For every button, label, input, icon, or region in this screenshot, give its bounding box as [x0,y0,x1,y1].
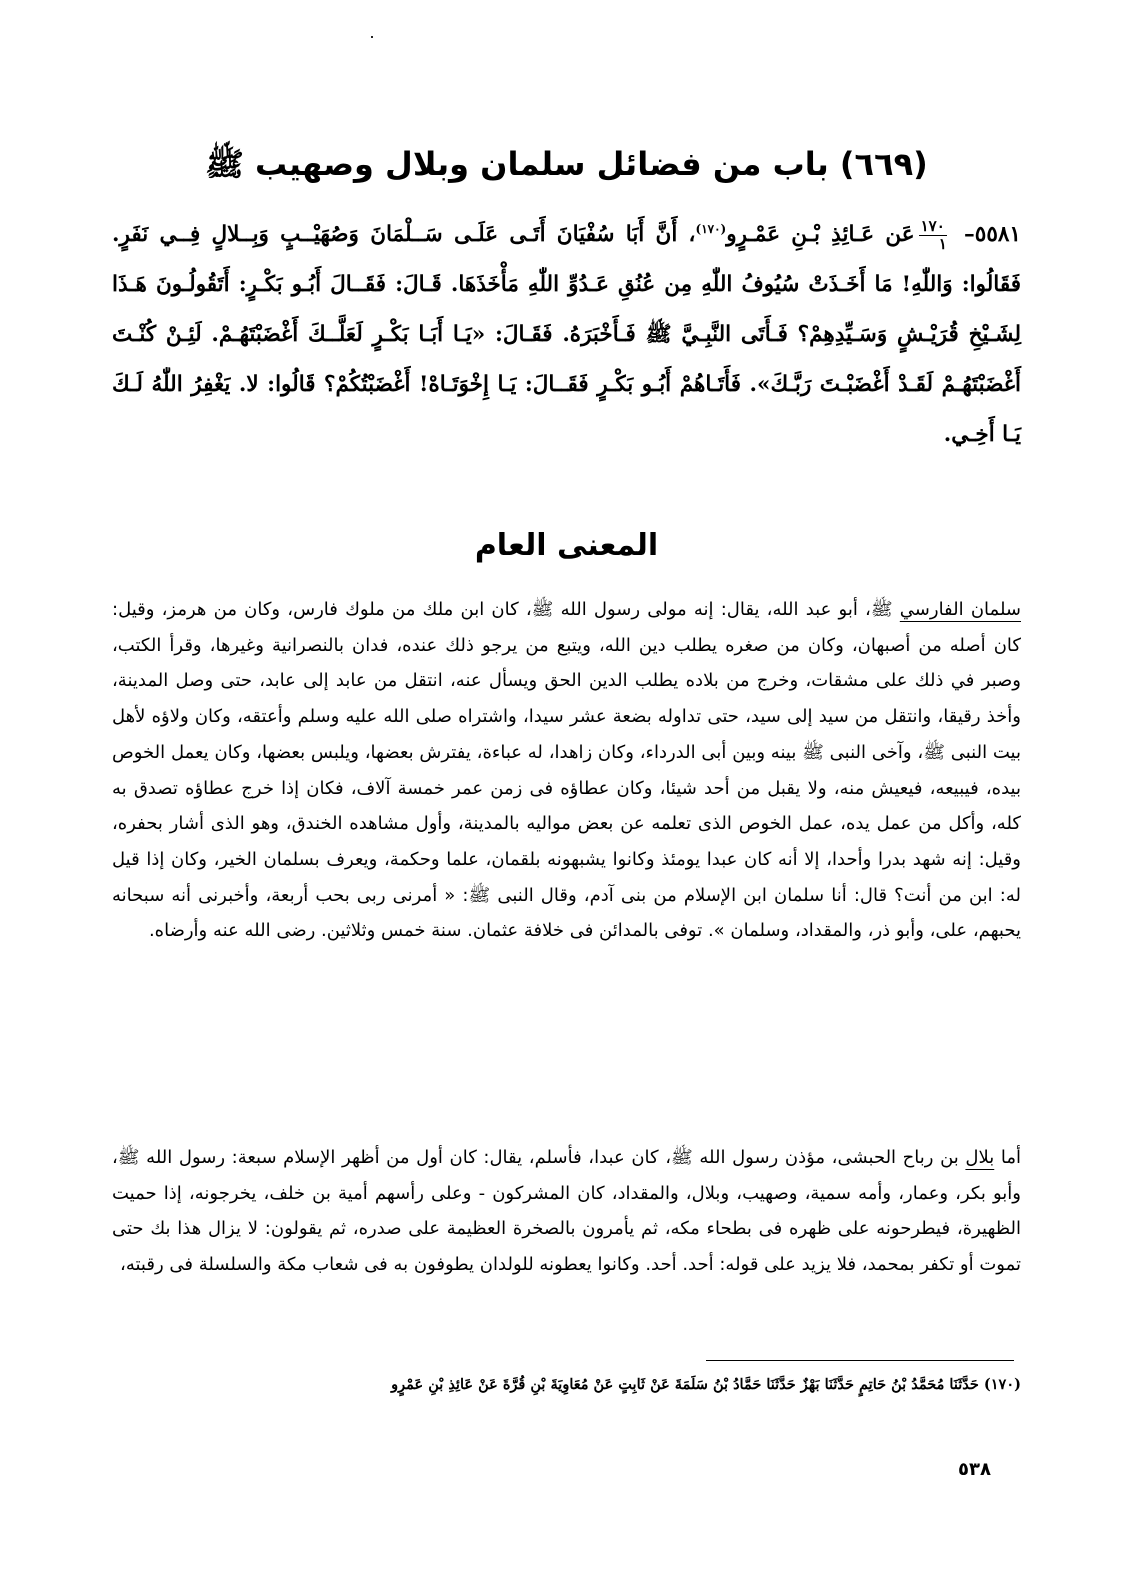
paragraph-bilal-prefix: أما [994,1147,1021,1168]
hadith-text-body: ، أَنَّ أَبَا سُفْيَانَ أَتَـى عَلَـى سَــلْمَانَ وَصُهَيْــبٍ وَبِــلالٍ فِــي نَفَرٍ. فَقَالُوا: وَاللّٰهِ! مَا أَخَـذَتْ سُيُوفُ اللّٰهِ مِن عُنُقِ عَـدُوِّ اللّٰهِ مَأْخَذَهَا. قَـالَ: فَقَــالَ أَبُـو بَكْـرٍ: أَتَقُولُـونَ هَـذَا لِشَـيْخِ قُرَيْـشٍ وَسَـيِّدِهِمْ؟ فَـأَتَى النَّبِـيَّ ﷺ فَـأَخْبَرَهُ. فَقَـالَ: «يَـا أَبَـا بَكْـرٍ لَعَلَّــكَ أَغْضَبْتَهُـمْ. لَئِـنْ كُنْـتَ أَغْضَبْتَهُـمْ لَقَـدْ أَغْضَبْـتَ رَبَّـكَ». فَأَتَـاهُمْ أَبُـو بَكْـرٍ فَقَــالَ: يَـا إِخْوَتَـاهْ! أَغْضَبْتُكُمْ؟ قَالُوا: لا. يَغْفِرُ اللّٰهُ لَـكَ يَـا أَخِـي. [112,222,1021,447]
paragraph-salman [112,592,1021,949]
footnote-divider [706,1360,1014,1361]
hadith-text-start: عَن عَـائِذِ بْـنِ عَمْـرٍو [726,222,915,247]
paragraph-bilal-text: بن رباح الحبشى، مؤذن رسول الله ﷺ، كان عبدا، فأسلم، يقال: كان أول من أظهر الإسلام سبعة: رسول الله ﷺ، وأبو بكر، وعمار، وأمه سمية، وصهيب، وبلال، والمقداد، كان المشركون - وعلى رأسهم أمية بن خلف، يخرجونه، إذا حميت الظهيرة، فيطرحونه على ظهره فى بطحاء مكه، ثم يأمرون بالصخرة العظيمة على صدره، ثم يقولون: لا يزال هذا بك حتى تموت أو تكفر بمحمد، فلا يزيد على قوله: أحد. أحد. وكانوا يعطونه للولدان يطوفون به فى شعاب مكة والسلسلة فى رقبته، [112,1147,1021,1276]
section-title: المعنى العام [474,527,659,563]
hadith-cross-reference [919,218,947,253]
footnote-marker[interactable]: (١٧٠) [695,221,727,236]
paragraph-salman-text: ﷺ، أبو عبد الله، يقال: إنه مولى رسول الله ﷺ، كان ابن ملك من ملوك فارس، وكان من هرمز، وقيل: كان أصله من أصبهان، وكان من صغره يطلب دين الله، ويتبع من يرجو ذلك عنده، فدان بالنصرانية وغيرها، وقرأ الكتب، وصبر في ذلك على مشقات، وخرج من بلاده يطلب الدين الحق ويسأل عنه، انتقل من عابد إلى عابد، حتى وصل المدينة، وأخذ رقيقا، وانتقل من سيد إلى سيد، حتى تداوله بضعة عشر سيدا، واشتراه صلى الله عليه وسلم وأعتقه، وكان ولاؤه لأهل بيت النبى ﷺ، وآخى النبى ﷺ بينه وبين أبى الدرداء، وكان زاهدا، له عباءة، يفترش بعضها، ويلبس بعضها، وكان يعمل الخوص بيده، فيبيعه، فيعيش منه، ولا يقبل من أحد شيئا، وكان عطاؤه فى زمن عمر خمسة آلاف، فكان إذا خرج عطاؤه تصدق به كله، وأكل من عمل يده، عمل الخوص الذى تعلمه عن بعض مواليه بالمدينة، وأول مشاهده الخندق، وهو الذى أشار بحفره، وقيل: إنه شهد بدرا وأحدا، إلا أنه كان عبدا يومئذ وكانوا يشبهونه بلقمان، علما وحكمة، ويعرف بسلمان الخير، وكان إذا قيل له: ابن من أنت؟ قال: أنا سلمان ابن الإسلام من بنى آدم، وقال النبى ﷺ: « أمرنى ربى بحب أربعة، وأخبرنى أنه سبحانه يحبهم، على، وأبو ذر، والمقداد، وسلمان ». توفى بالمدائن فى خلافة عثمان. سنة خمس وثلاثين. رضى الله عنه وأرضاه. [112,599,1021,942]
hadith-ref-bottom: ١ [938,234,947,253]
underlined-name-salman: سلمان الفارسي [899,599,1021,620]
paragraph-bilal [112,1140,1021,1283]
hadith-ref-top: ١٧٠ [920,216,945,235]
footnote: (١٧٠) حَدَّثَنَا مُحَمَّدُ بْنُ حَاتِمٍ حَدَّثَنَا بَهْزٌ حَدَّثَنَا حَمَّادُ بْنُ سَلَمَةَ عَنْ ثَابِتٍ عَنْ مُعَاوِيَةَ بْنِ قُرَّةَ عَنْ عَائِذِ بْنِ عَمْرٍو [391,1376,1021,1393]
hadith-number: ٥٥٨١– [964,222,1021,247]
chapter-title: (٦٦٩) باب من فضائل سلمان وبلال وصهيب ﷺ [205,145,928,184]
scan-speck [371,36,373,38]
underlined-name-bilal: بلال [965,1147,995,1168]
hadith-text-block [112,210,1021,460]
page-number: ٥٣٨ [958,1459,991,1480]
